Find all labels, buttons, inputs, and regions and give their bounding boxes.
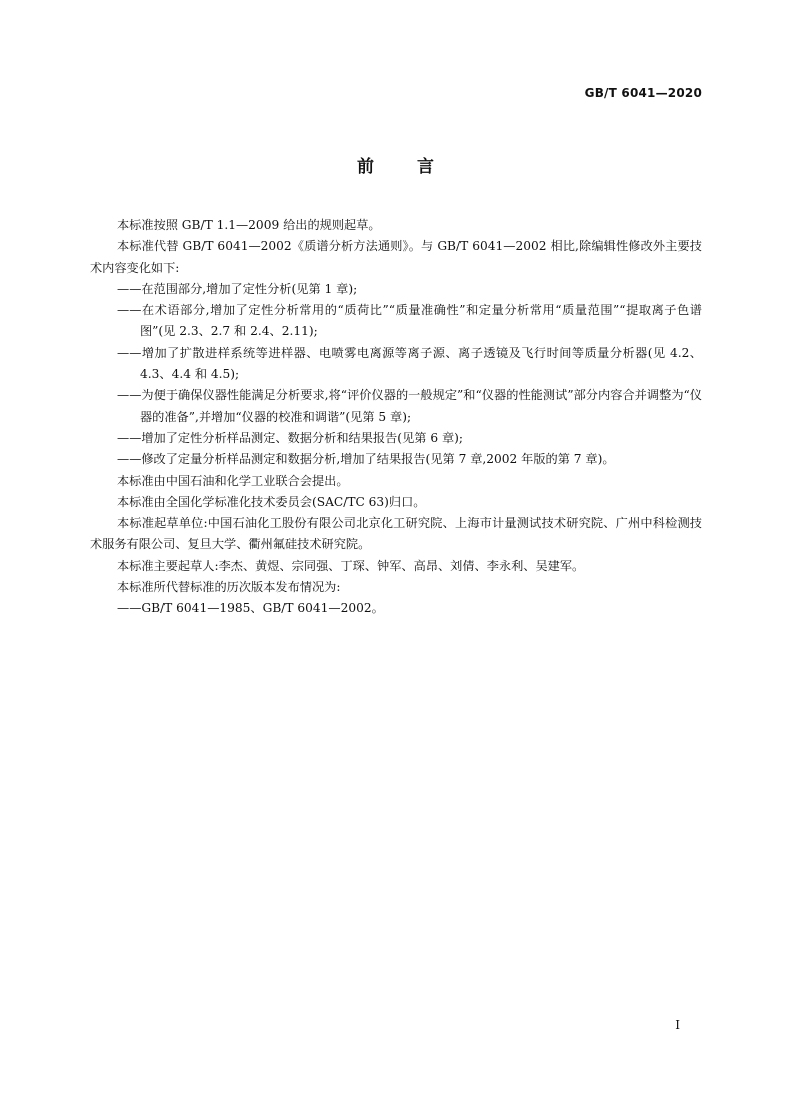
page-number: I <box>675 1018 680 1032</box>
replacement-paragraph: 本标准代替 GB/T 6041—2002《质谱分析方法通则》。与 GB/T 6041—2002 相比,除编辑性修改外主要技术内容变化如下: <box>90 239 702 275</box>
standard-code: GB/T 6041—2020 <box>584 86 702 100</box>
title-char-2: 言 <box>417 157 435 177</box>
drafting-rule-paragraph: 本标准按照 GB/T 1.1—2009 给出的规则起草。 <box>117 218 381 232</box>
history-paragraph: 本标准所代替标准的历次版本发布情况为: <box>117 580 341 595</box>
history-item: ——GB/T 6041—1985、GB/T 6041—2002。 <box>117 601 384 616</box>
change-item-terms: ——在术语部分,增加了定性分析常用的“质荷比”“质量准确性”和定量分析常用“质量范围”“提取离子色谱图”(见 2.3、2.7 和 2.4、2.11); <box>117 303 702 339</box>
committee-paragraph: 本标准由全国化学标准化技术委员会(SAC/TC 63)归口。 <box>117 494 426 509</box>
drafting-units-paragraph: 本标准起草单位:中国石油化工股份有限公司北京化工研究院、上海市计量测试技术研究院、广州中科检测技术服务有限公司、复旦大学、衢州氟硅技术研究院。 <box>90 516 702 552</box>
change-item-instruments: ——增加了扩散进样系统等进样器、电喷雾电离源等离子源、离子透镜及飞行时间等质量分析器(见 4.2、4.3、4.4 和 4.5); <box>117 345 702 382</box>
change-item-preparation: ——为便于确保仪器性能满足分析要求,将“评价仪器的一般规定”和“仪器的性能测试”部分内容合并调整为“仪器的准备”,并增加“仪器的校准和调谐”(见第 5 章); <box>117 388 702 424</box>
drafters-paragraph: 本标准主要起草人:李杰、黄煜、宗同强、丁琛、钟军、高昂、刘倩、李永利、吴建军。 <box>117 558 585 573</box>
change-item-quantitative: ——修改了定量分析样品测定和数据分析,增加了结果报告(见第 7 章,2002 年版的第 7 章)。 <box>117 452 615 467</box>
change-item-qualitative: ——增加了定性分析样品测定、数据分析和结果报告(见第 6 章); <box>117 430 463 445</box>
page-title <box>0 152 792 177</box>
proposer-paragraph: 本标准由中国石油和化学工业联合会提出。 <box>117 473 349 488</box>
title-char-1: 前 <box>357 157 375 177</box>
change-item-scope: ——在范围部分,增加了定性分析(见第 1 章); <box>117 281 358 296</box>
document-body <box>90 215 702 620</box>
